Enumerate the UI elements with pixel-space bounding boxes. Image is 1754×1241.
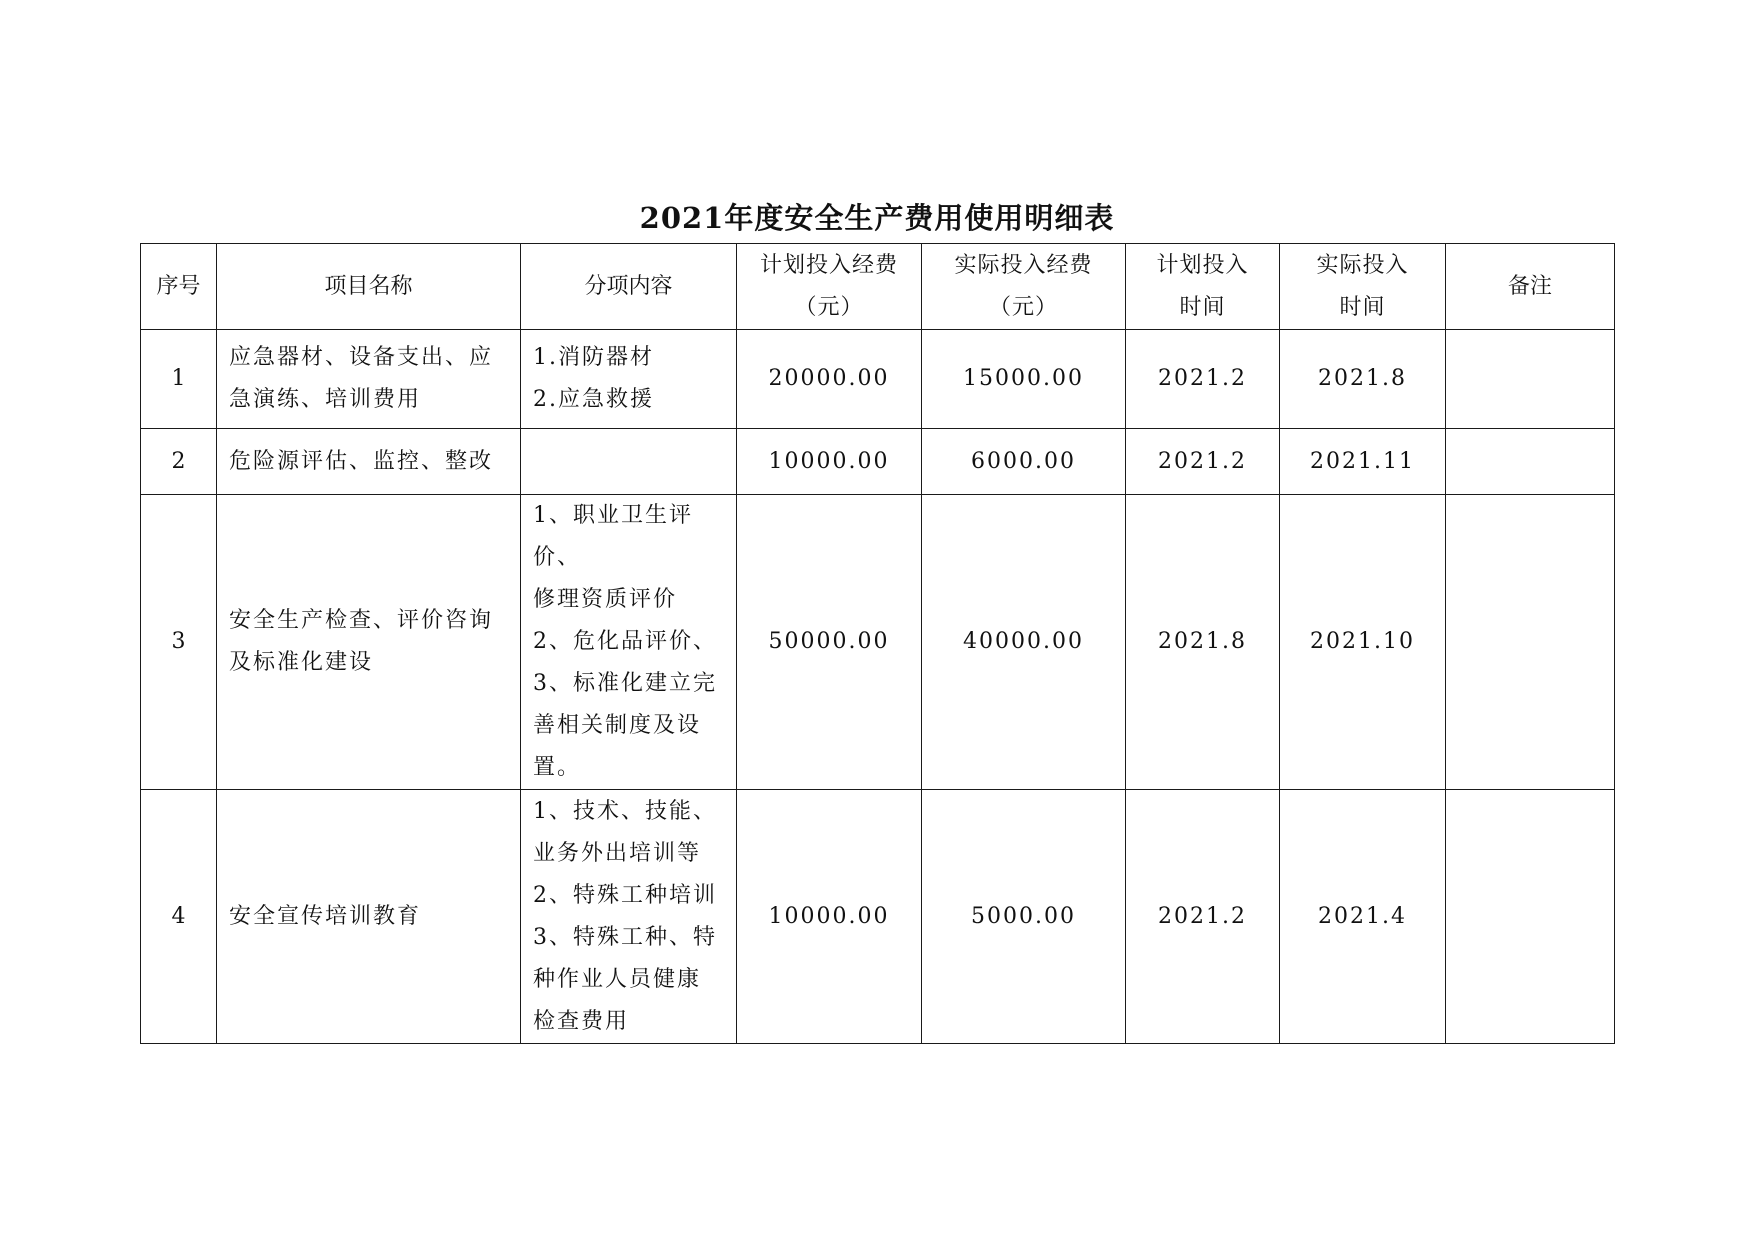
cell-actual-time: 2021.11: [1280, 429, 1446, 495]
table-row: [141, 495, 1615, 790]
cell-project-name-line: 应急器材、设备支出、应: [229, 345, 494, 370]
cell-actual-cost: 6000.00: [922, 429, 1126, 495]
cell-seq: 1: [141, 330, 217, 429]
cell-sub-content-line: 2、特殊工种培训: [533, 882, 717, 908]
cell-sub-content-line: 1、技术、技能、: [533, 798, 717, 824]
cell-project-name: [217, 790, 521, 1044]
cell-remarks: [1446, 495, 1615, 790]
cell-sub-content-line: 检查费用: [533, 1008, 630, 1034]
header-remarks: 备注: [1446, 244, 1615, 330]
cell-planned-time: 2021.8: [1126, 495, 1280, 790]
cell-project-name: [217, 330, 521, 429]
header-actual-cost: [922, 244, 1126, 330]
cell-sub-content-line: 种作业人员健康: [533, 966, 702, 992]
cell-sub-content-line: 3、标准化建立完: [533, 671, 717, 696]
table-header-row: [141, 244, 1615, 330]
cell-actual-time: 2021.8: [1280, 330, 1446, 429]
cell-planned-cost: 20000.00: [737, 330, 922, 429]
cell-actual-time: 2021.10: [1280, 495, 1446, 790]
cell-sub-content: [521, 330, 737, 429]
cell-project-name-line: 安全宣传培训教育: [229, 903, 422, 929]
header-project-name: 项目名称: [217, 244, 521, 330]
cell-sub-content-line: 2、危化品评价、: [533, 629, 717, 654]
header-planned-cost-line2: （元）: [794, 294, 864, 320]
cell-seq: 4: [141, 790, 217, 1044]
cell-planned-time: 2021.2: [1126, 429, 1280, 495]
cell-project-name-line: 急演练、培训费用: [229, 387, 422, 412]
cell-seq: 3: [141, 495, 217, 790]
cell-sub-content-line: 善相关制度及设: [533, 713, 702, 738]
cell-sub-content-line: 修理资质评价: [533, 587, 678, 612]
cell-actual-cost: 40000.00: [922, 495, 1126, 790]
table-row: [141, 790, 1615, 1044]
header-planned-time: [1126, 244, 1280, 330]
header-actual-cost-line2: （元）: [988, 294, 1058, 320]
cell-sub-content-line: 3、特殊工种、特: [533, 924, 717, 950]
header-actual-time: [1280, 244, 1446, 330]
cell-sub-content-line: 1.消防器材: [533, 345, 654, 370]
cell-planned-cost: 50000.00: [737, 495, 922, 790]
header-actual-time-line1: 实际投入: [1316, 252, 1409, 278]
header-planned-time-line1: 计划投入: [1156, 252, 1249, 278]
cell-project-name: [217, 495, 521, 790]
header-actual-cost-line1: 实际投入经费: [954, 252, 1093, 278]
cell-project-name-line: 危险源评估、监控、整改: [229, 448, 494, 474]
cell-sub-content: [521, 495, 737, 790]
cell-sub-content-line: 业务外出培训等: [533, 840, 702, 866]
cell-sub-content-line: 2.应急救援: [533, 387, 654, 412]
cell-sub-content: [521, 790, 737, 1044]
header-planned-cost-line1: 计划投入经费: [759, 252, 898, 278]
cell-seq: 2: [141, 429, 217, 495]
cell-remarks: [1446, 429, 1615, 495]
cell-actual-time: 2021.4: [1280, 790, 1446, 1044]
table-row: [141, 330, 1615, 429]
header-seq: 序号: [141, 244, 217, 330]
cell-sub-content-line: 1、职业卫生评价、: [533, 503, 693, 570]
cell-project-name: [217, 429, 521, 495]
cell-actual-cost: 5000.00: [922, 790, 1126, 1044]
cell-planned-time: 2021.2: [1126, 790, 1280, 1044]
cell-planned-cost: 10000.00: [737, 429, 922, 495]
cell-planned-time: 2021.2: [1126, 330, 1280, 429]
cell-project-name-line: 及标准化建设: [229, 650, 374, 675]
header-planned-cost: [737, 244, 922, 330]
cell-remarks: [1446, 790, 1615, 1044]
cell-actual-cost: 15000.00: [922, 330, 1126, 429]
header-planned-time-line2: 时间: [1179, 294, 1226, 320]
cell-planned-cost: 10000.00: [737, 790, 922, 1044]
cell-remarks: [1446, 330, 1615, 429]
header-actual-time-line2: 时间: [1339, 294, 1386, 320]
cell-project-name-line: 安全生产检查、评价咨询: [229, 608, 494, 633]
cell-sub-content: [521, 429, 737, 495]
cell-sub-content-line: 置。: [533, 755, 582, 780]
page-title: 2021年度安全生产费用使用明细表: [639, 201, 1115, 235]
header-sub-content: 分项内容: [521, 244, 737, 330]
expense-detail-table: [140, 243, 1615, 1044]
table-row: [141, 429, 1615, 495]
